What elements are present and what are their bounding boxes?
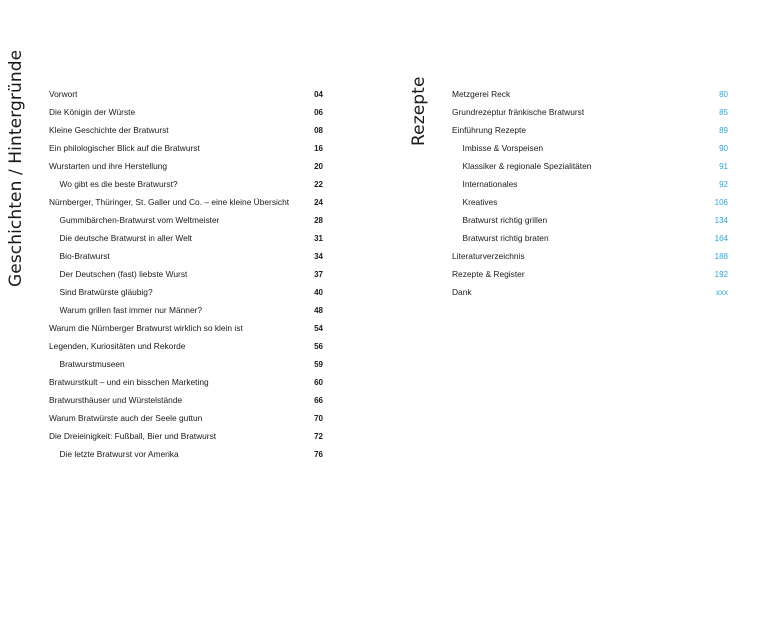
toc-entry bbox=[49, 427, 323, 445]
toc-entry bbox=[49, 121, 323, 139]
toc-entry bbox=[49, 139, 323, 157]
toc-entry bbox=[49, 409, 323, 427]
toc-entry-title: Die letzte Bratwurst vor Amerika bbox=[59, 449, 179, 459]
toc-entry-title: Bratwurstmuseen bbox=[59, 359, 125, 369]
toc-entry bbox=[452, 157, 728, 175]
toc-entry-title: Literaturverzeichnis bbox=[452, 251, 525, 261]
toc-entry bbox=[49, 265, 323, 283]
toc-entry-page-number: 20 bbox=[314, 161, 323, 171]
toc-entry bbox=[452, 247, 728, 265]
toc-entry-title: Der Deutschen (fast) liebste Wurst bbox=[59, 269, 188, 279]
toc-entry-page-number: 40 bbox=[314, 287, 323, 297]
toc-entry bbox=[49, 229, 323, 247]
toc-entry-title: Bio-Bratwurst bbox=[59, 251, 110, 261]
toc-entry bbox=[49, 445, 323, 463]
toc-entry bbox=[49, 391, 323, 409]
toc-entry bbox=[49, 193, 323, 211]
toc-entry-page-number: 60 bbox=[314, 377, 323, 387]
toc-entry-page-number: 92 bbox=[719, 179, 728, 189]
toc-entry bbox=[49, 247, 323, 265]
toc-entry bbox=[452, 139, 728, 157]
toc-entry-title: Ein philologischer Blick auf die Bratwurst bbox=[49, 143, 200, 153]
toc-entry-title: Internationales bbox=[462, 179, 518, 189]
toc-entry-page-number: 16 bbox=[314, 143, 323, 153]
toc-entry-title: Die deutsche Bratwurst in aller Welt bbox=[59, 233, 193, 243]
toc-entry-page-number: 54 bbox=[314, 323, 323, 333]
toc-entry-page-number: 59 bbox=[314, 359, 323, 369]
section-heading-stories: Geschichten / Hintergründe bbox=[6, 49, 26, 287]
toc-entry bbox=[49, 211, 323, 229]
toc-entry bbox=[49, 337, 323, 355]
toc-entry-page-number: 37 bbox=[314, 269, 323, 279]
toc-entry-title: Gummibärchen-Bratwurst vom Weltmeister bbox=[59, 215, 220, 225]
toc-entry-page-number: 66 bbox=[314, 395, 323, 405]
toc-entry bbox=[49, 85, 323, 103]
toc-entry-page-number: 31 bbox=[314, 233, 323, 243]
toc-stories-list bbox=[49, 85, 323, 463]
toc-entry-title: Warum Bratwürste auch der Seele guttun bbox=[49, 413, 203, 423]
toc-entry-title: Grundrezeptur fränkische Bratwurst bbox=[452, 107, 585, 117]
toc-entry-title: Kleine Geschichte der Bratwurst bbox=[49, 125, 169, 135]
toc-entry-page-number: 22 bbox=[314, 179, 323, 189]
toc-entry-page-number: 164 bbox=[714, 233, 728, 243]
toc-entry-title: Warum grillen fast immer nur Männer? bbox=[59, 305, 203, 315]
toc-entry-title: Vorwort bbox=[49, 89, 78, 99]
toc-entry-title: Imbisse & Vorspeisen bbox=[462, 143, 544, 153]
toc-entry-page-number: 80 bbox=[719, 89, 728, 99]
toc-entry-page-number: 91 bbox=[719, 161, 728, 171]
toc-entry-title: Bratwurst richtig grillen bbox=[462, 215, 548, 225]
toc-entry-page-number: 34 bbox=[314, 251, 323, 261]
toc-entry bbox=[49, 283, 323, 301]
toc-entry-title: Einführung Rezepte bbox=[452, 125, 527, 135]
toc-entry-title: Klassiker & regionale Spezialitäten bbox=[462, 161, 592, 171]
toc-entry-page-number: 90 bbox=[719, 143, 728, 153]
toc-entry-page-number: 72 bbox=[314, 431, 323, 441]
toc-entry bbox=[452, 229, 728, 247]
toc-entry bbox=[49, 373, 323, 391]
toc-entry bbox=[452, 211, 728, 229]
toc-entry-title: Kreatives bbox=[462, 197, 498, 207]
toc-entry bbox=[452, 103, 728, 121]
toc-entry bbox=[452, 175, 728, 193]
toc-entry-title: Die Dreieinigkeit: Fußball, Bier und Bratwurst bbox=[49, 431, 217, 441]
toc-entry-page-number: 06 bbox=[314, 107, 323, 117]
toc-entry-page-number: 134 bbox=[714, 215, 728, 225]
toc-entry bbox=[49, 355, 323, 373]
toc-entry-page-number: 04 bbox=[314, 89, 323, 99]
toc-entry-page-number: 48 bbox=[314, 305, 323, 315]
toc-entry bbox=[452, 85, 728, 103]
toc-entry bbox=[49, 175, 323, 193]
toc-entry bbox=[452, 121, 728, 139]
toc-entry-title: Die Königin der Würste bbox=[49, 107, 136, 117]
toc-entry-title: Bratwurst richtig braten bbox=[462, 233, 549, 243]
toc-entry-page-number: 106 bbox=[714, 197, 728, 207]
toc-entry-page-number: 76 bbox=[314, 449, 323, 459]
toc-entry-title: Bratwurstkult – und ein bisschen Marketing bbox=[49, 377, 209, 387]
section-heading-recipes: Rezepte bbox=[409, 76, 429, 146]
toc-entry-page-number: xxx bbox=[716, 287, 728, 297]
toc-entry-title: Rezepte & Register bbox=[452, 269, 525, 279]
toc-recipes-list bbox=[452, 85, 728, 301]
toc-entry-page-number: 28 bbox=[314, 215, 323, 225]
toc-entry-title: Wurstarten und ihre Herstellung bbox=[49, 161, 168, 171]
toc-entry-page-number: 192 bbox=[714, 269, 728, 279]
toc-entry bbox=[452, 265, 728, 283]
toc-entry-title: Wo gibt es die beste Bratwurst? bbox=[59, 179, 178, 189]
toc-entry-page-number: 85 bbox=[719, 107, 728, 117]
toc-entry bbox=[452, 193, 728, 211]
toc-entry bbox=[49, 103, 323, 121]
toc-entry-page-number: 70 bbox=[314, 413, 323, 423]
toc-entry bbox=[49, 157, 323, 175]
toc-entry-title: Warum die Nürnberger Bratwurst wirklich so klein ist bbox=[49, 323, 243, 333]
toc-entry-title: Dank bbox=[452, 287, 472, 297]
toc-entry-title: Bratwursthäuser und Würstelstände bbox=[49, 395, 183, 405]
toc-entry bbox=[49, 319, 323, 337]
toc-entry-page-number: 08 bbox=[314, 125, 323, 135]
toc-entry-title: Nürnberger, Thüringer, St. Galler und Co. – eine kleine Übersicht bbox=[49, 197, 290, 207]
toc-entry-page-number: 89 bbox=[719, 125, 728, 135]
toc-entry-page-number: 56 bbox=[314, 341, 323, 351]
toc-entry bbox=[49, 301, 323, 319]
toc-entry-title: Sind Bratwürste gläubig? bbox=[59, 287, 153, 297]
toc-entry-title: Metzgerei Reck bbox=[452, 89, 511, 99]
toc-entry-title: Legenden, Kuriositäten und Rekorde bbox=[49, 341, 186, 351]
toc-entry-page-number: 24 bbox=[314, 197, 323, 207]
toc-entry bbox=[452, 283, 728, 301]
toc-entry-page-number: 188 bbox=[714, 251, 728, 261]
